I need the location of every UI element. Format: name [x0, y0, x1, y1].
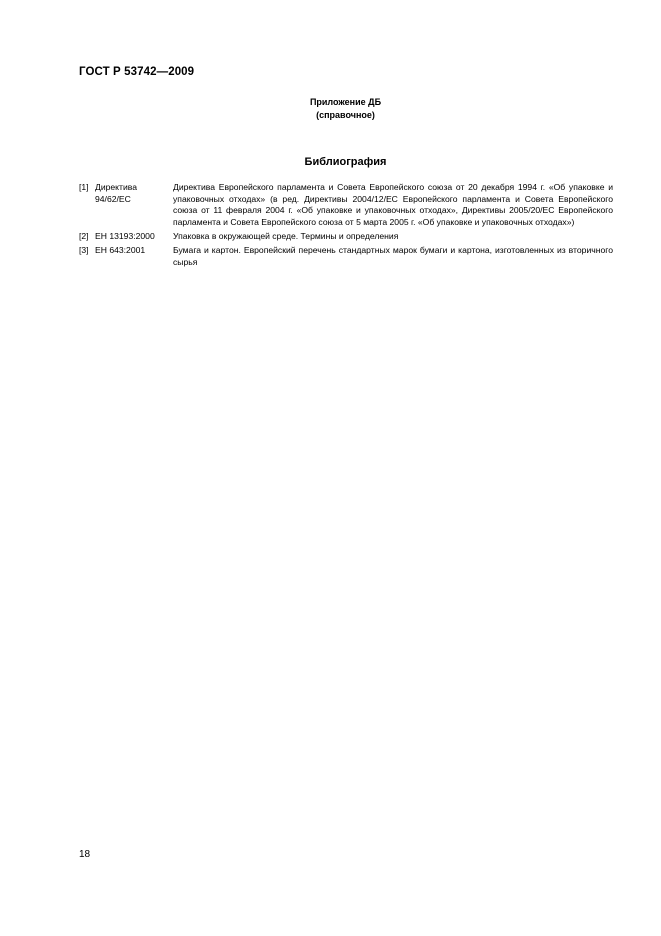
appendix-heading: [0, 96, 661, 122]
entry-description: Директива Европейского парламента и Совета Европейского союза от 20 декабря 1994 г. «Об упаковке и упаковочных отходах» (в ред. Директивы 2004/12/ЕС Европейского парламента и Совета Европейского союза от 11 февраля 2004 г. «Об упаковке и упаковочных отходах», Директивы 2005/20/ЕС Европейского парламента и Совета Европейского союза от 5 марта 2005 г. «Об упаковке и упаковочных отходах»): [173, 182, 613, 227]
page-number: 18: [79, 849, 91, 860]
bibliography-entry: [79, 182, 613, 228]
entry-description: Упаковка в окружающей среде. Термины и определения: [173, 230, 399, 241]
bibliography-entry: [79, 245, 613, 268]
entry-code: ЕН 643:2001: [95, 244, 146, 255]
document-header: ГОСТ Р 53742—2009: [79, 66, 195, 78]
entry-number: [3]: [79, 244, 89, 255]
entry-number: [2]: [79, 230, 89, 241]
appendix-title: Приложение ДБ: [309, 97, 382, 107]
entry-code: Директива 94/62/ЕС: [95, 182, 138, 204]
entry-number: [1]: [79, 182, 89, 192]
bibliography-entry: [79, 231, 613, 243]
appendix-subtitle: (справочное): [316, 110, 375, 120]
bibliography-list: [79, 182, 613, 271]
entry-code: ЕН 13193:2000: [95, 230, 155, 241]
bibliography-title: Библиография: [304, 156, 387, 168]
entry-description: Бумага и картон. Европейский перечень стандартных марок бумаги и картона, изготовленных из вторичного сырья: [173, 244, 613, 267]
